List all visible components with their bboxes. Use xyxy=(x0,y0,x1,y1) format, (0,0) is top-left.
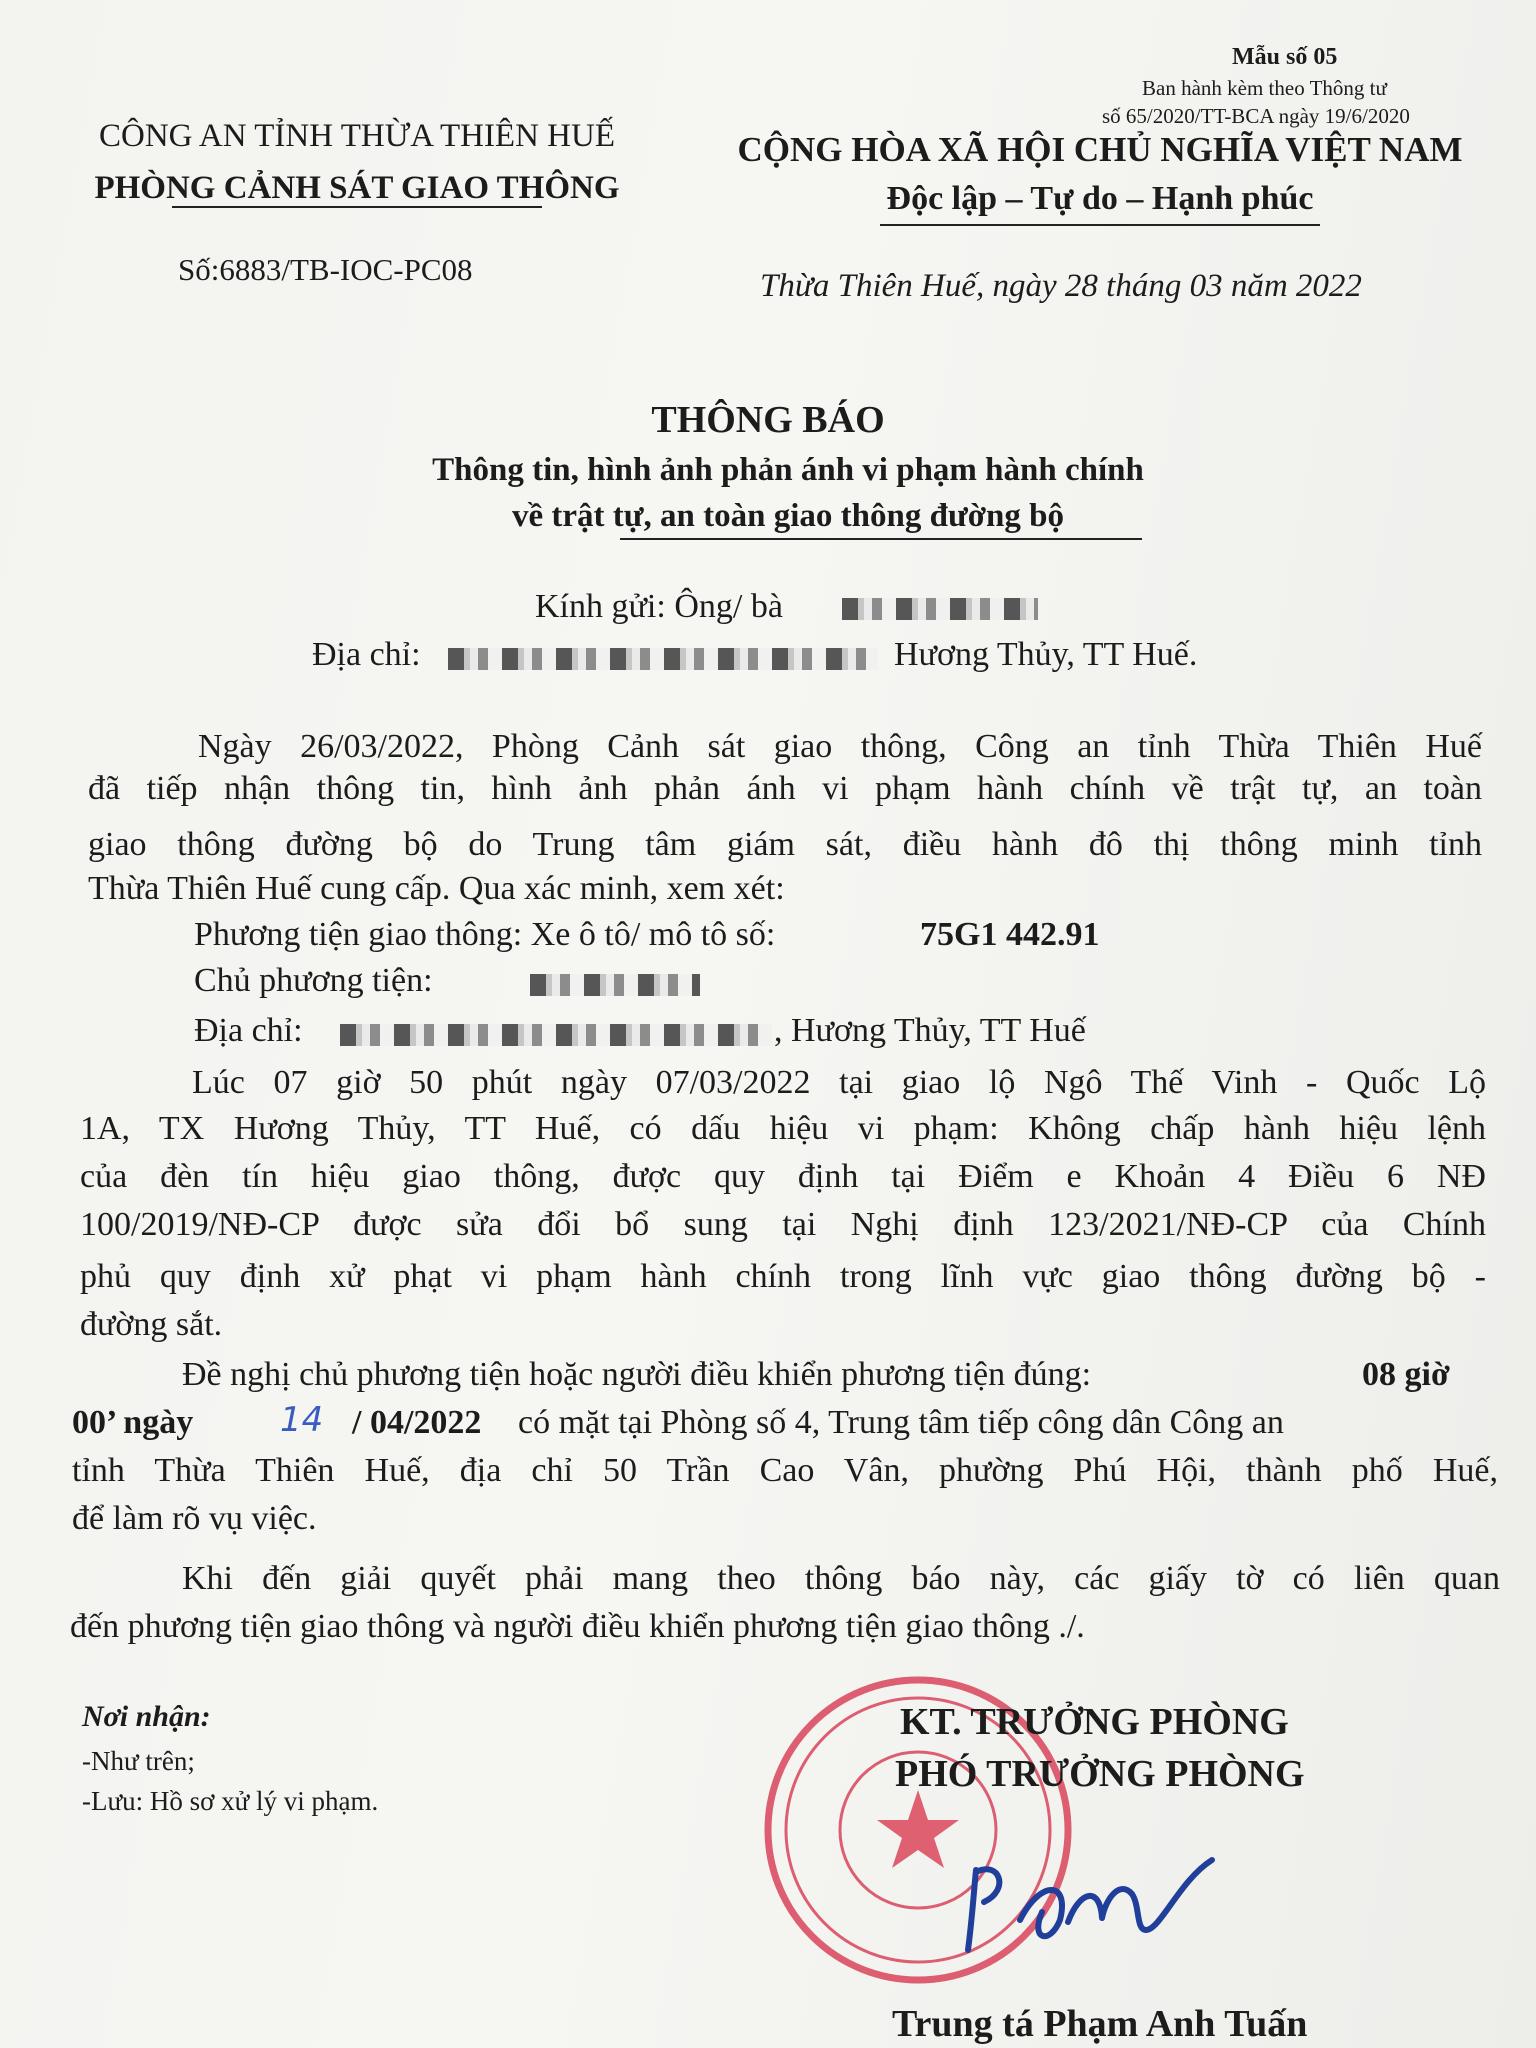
paragraph-2-line-3: của đèn tín hiệu giao thông, được quy định tại Điểm e Khoản 4 Điều 6 NĐ xyxy=(80,1158,1486,1195)
address-tail: Hương Thủy, TT Huế. xyxy=(894,636,1198,673)
signatory-title-2: PHÓ TRƯỞNG PHÒNG xyxy=(895,1753,1305,1795)
address-label: Địa chỉ: xyxy=(312,636,421,673)
paragraph-2-line-4: 100/2019/NĐ-CP được sửa đổi bổ sung tại Nghị định 123/2021/NĐ-CP của Chính xyxy=(80,1206,1486,1243)
paragraph-1-line-4: Thừa Thiên Huế cung cấp. Qua xác minh, xem xét: xyxy=(88,870,785,907)
appointment-month-year: / 04/2022 xyxy=(352,1404,482,1441)
paragraph-1-line-1: Ngày 26/03/2022, Phòng Cảnh sát giao thông, Công an tỉnh Thừa Thiên Huế xyxy=(198,728,1482,765)
vehicle-label: Phương tiện giao thông: Xe ô tô/ mô tô số: xyxy=(194,916,776,953)
document-subtitle-2: về trật tự, an toàn giao thông đường bộ xyxy=(511,498,1064,534)
paragraph-4-line-2: đến phương tiện giao thông và người điều khiển phương tiện giao thông ./. xyxy=(70,1608,1085,1645)
redacted-owner-address xyxy=(340,1024,772,1046)
paragraph-2-line-1: Lúc 07 giờ 50 phút ngày 07/03/2022 tại giao lộ Ngô Thế Vinh - Quốc Lộ xyxy=(192,1064,1486,1101)
owner-label: Chủ phương tiện: xyxy=(194,962,433,999)
agency-divider xyxy=(172,206,542,208)
motto-divider xyxy=(880,224,1320,226)
form-issued-by: Ban hành kèm theo Thông tư xyxy=(1142,76,1387,100)
document-title: THÔNG BÁO xyxy=(651,399,885,441)
paragraph-3-line-1: Đề nghị chủ phương tiện hoặc người điều khiển phương tiện đúng: xyxy=(182,1356,1092,1393)
handwritten-day: 14 xyxy=(280,1400,324,1440)
recipient-item: -Lưu: Hồ sơ xử lý vi phạm. xyxy=(82,1786,379,1816)
paragraph-3-line-2: có mặt tại Phòng số 4, Trung tâm tiếp công dân Công an xyxy=(518,1404,1284,1441)
form-reference: số 65/2020/TT-BCA ngày 19/6/2020 xyxy=(1102,104,1410,128)
paragraph-4-line-1: Khi đến giải quyết phải mang theo thông báo này, các giấy tờ có liên quan xyxy=(182,1560,1500,1597)
paragraph-1-line-3: giao thông đường bộ do Trung tâm giám sát, điều hành đô thị thông minh tỉnh xyxy=(88,826,1482,863)
paragraph-2-line-2: 1A, TX Hương Thủy, TT Huế, có dấu hiệu vi phạm: Không chấp hành hiệu lệnh xyxy=(80,1110,1486,1147)
redacted-address xyxy=(448,648,878,670)
signatory-title-1: KT. TRƯỞNG PHÒNG xyxy=(900,1701,1289,1743)
appointment-minutes-label: 00’ ngày xyxy=(72,1404,194,1441)
form-number: Mẫu số 05 xyxy=(1232,44,1338,70)
handwritten-signature-icon xyxy=(950,1850,1230,1960)
subtitle-divider xyxy=(620,538,1142,540)
owner-address-tail: , Hương Thủy, TT Huế xyxy=(774,1012,1086,1049)
national-motto: Độc lập – Tự do – Hạnh phúc xyxy=(886,180,1314,217)
license-plate: 75G1 442.91 xyxy=(920,916,1100,953)
owner-address-label: Địa chỉ: xyxy=(194,1012,303,1049)
paragraph-3-line-3: tỉnh Thừa Thiên Huế, địa chỉ 50 Trần Cao Vân, phường Phú Hội, thành phố Huế, xyxy=(72,1452,1498,1489)
document-subtitle-1: Thông tin, hình ảnh phản ánh vi phạm hành chính xyxy=(432,452,1144,488)
place-and-date: Thừa Thiên Huế, ngày 28 tháng 03 năm 2022 xyxy=(760,268,1362,304)
redacted-name xyxy=(842,598,1038,620)
agency-name: CÔNG AN TỈNH THỪA THIÊN HUẾ xyxy=(98,118,615,154)
appointment-time: 08 giờ xyxy=(1362,1356,1450,1393)
seal-star-icon xyxy=(877,1790,959,1868)
signatory-name: Trung tá Phạm Anh Tuấn xyxy=(892,2003,1308,2045)
recipient-item: -Như trên; xyxy=(82,1746,195,1776)
recipients-heading: Nơi nhận: xyxy=(82,1700,211,1733)
redacted-owner xyxy=(530,974,700,996)
paragraph-2-line-5: phủ quy định xử phạt vi phạm hành chính trong lĩnh vực giao thông đường bộ - xyxy=(80,1258,1486,1295)
greeting: Kính gửi: Ông/ bà xyxy=(535,588,783,625)
national-title: CỘNG HÒA XÃ HỘI CHỦ NGHĨA VIỆT NAM xyxy=(737,130,1463,169)
paragraph-2-line-6: đường sắt. xyxy=(80,1306,223,1343)
paragraph-3-line-4: để làm rõ vụ việc. xyxy=(72,1500,317,1537)
paragraph-1-line-2: đã tiếp nhận thông tin, hình ảnh phản ánh vi phạm hành chính về trật tự, an toàn xyxy=(88,770,1482,807)
department-name: PHÒNG CẢNH SÁT GIAO THÔNG xyxy=(94,170,620,206)
document-number: Số:6883/TB-IOC-PC08 xyxy=(178,252,473,287)
